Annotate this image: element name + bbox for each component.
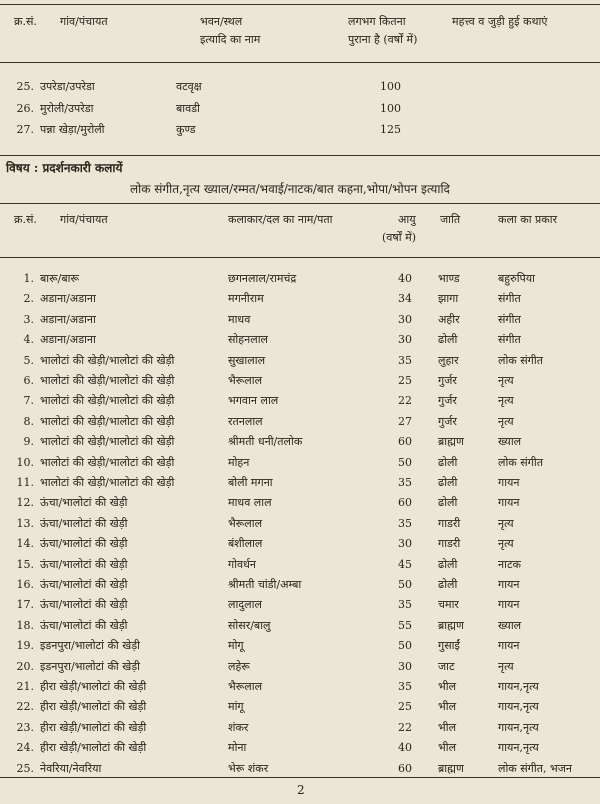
table-row — [0, 268, 600, 290]
row-age: 55 — [398, 618, 412, 632]
row-number: 11. — [16, 476, 34, 489]
row-artist: मगनीराम — [228, 292, 264, 306]
table-row — [0, 676, 600, 698]
table-row — [0, 717, 600, 739]
row-age: 22 — [398, 720, 412, 734]
subject-heading: विषय : प्रदर्शनकारी कलायें — [6, 161, 123, 175]
row-village: भालोटां की खेड़ी/भालोटां की खेड़ी — [40, 394, 175, 408]
page-number: 2 — [297, 783, 305, 797]
table2-header-rule — [0, 257, 600, 258]
row-number: 1. — [23, 272, 34, 285]
row-number: 27. — [16, 123, 34, 136]
row-place: वटवृक्ष — [176, 80, 202, 93]
row-art-type: नृत्य — [498, 659, 514, 673]
row-number: 6. — [23, 374, 34, 387]
subject-subtitle: लोक संगीत,नृत्य ख्याल/रम्मत/भवाई/नाटक/बात कहना,भोपा/भोपन इत्यादि — [130, 182, 450, 196]
row-age: 30 — [398, 312, 412, 326]
table-row — [0, 411, 600, 433]
row-artist: माधव लाल — [228, 496, 272, 510]
t2-header-village: गांव/पंचायत — [60, 213, 108, 226]
row-art-type: संगीत — [498, 292, 521, 306]
table-row — [0, 656, 600, 678]
row-artist: शंकर — [228, 720, 249, 734]
row-art-type: गायन — [498, 476, 520, 489]
row-art-type: गायन,नृत्य — [498, 700, 539, 714]
row-age: 30 — [398, 537, 412, 551]
table-row — [0, 615, 600, 637]
row-village: हीरा खेड़ी/भालोटां की खेड़ी — [40, 741, 147, 755]
row-artist: मोना — [228, 741, 247, 755]
row-art-type: गायन — [498, 496, 520, 510]
row-village: अडाना/अडाना — [40, 292, 96, 306]
table-row — [0, 533, 600, 555]
table-row — [0, 350, 600, 372]
row-number: 24. — [16, 741, 34, 755]
row-village: ऊंचा/भालोटां की खेड़ी — [40, 537, 128, 551]
row-art-type: गायन — [498, 639, 520, 653]
row-village: ऊंचा/भालोटां की खेड़ी — [40, 516, 128, 530]
row-artist: भगवान लाल — [228, 394, 279, 408]
t1-header-age-l2: पुराना है (वर्षों में) — [348, 33, 418, 46]
table-row — [0, 513, 600, 535]
row-caste: ब्राह्मण — [438, 618, 464, 632]
row-village: ऊंचा/भालोटां की खेड़ी — [40, 598, 128, 612]
row-number: 9. — [23, 435, 34, 449]
row-village: पन्ना खेड़ा/मुरोली — [40, 123, 105, 136]
table1-top-rule — [0, 4, 600, 5]
row-age: 35 — [398, 680, 412, 693]
row-place: बावडी — [176, 102, 200, 115]
table-row — [0, 696, 600, 718]
row-age: 22 — [398, 394, 412, 408]
subject-bottom-rule — [0, 203, 600, 204]
row-village: ऊंचा/भालोटां की खेड़ी — [40, 618, 128, 632]
row-art-type: नृत्य — [498, 414, 514, 428]
row-number: 13. — [16, 516, 34, 530]
table-row — [0, 309, 600, 331]
row-age: 60 — [398, 761, 412, 775]
row-age: 60 — [398, 435, 412, 449]
row-village: भालोटां की खेड़ी/भालोटा की खेड़ी — [40, 414, 175, 428]
row-artist: मांगू — [228, 700, 244, 714]
row-number: 2. — [23, 292, 34, 306]
row-age: 50 — [398, 578, 412, 591]
row-art-type: संगीत — [498, 333, 521, 347]
row-artist: सोसर/बालु — [228, 618, 271, 632]
row-age: 50 — [398, 639, 412, 653]
row-village: भालोटां की खेड़ी/भालोटां की खेड़ी — [40, 435, 175, 449]
row-village: उपरेडा/उपरेडा — [40, 80, 95, 93]
table-row — [0, 472, 600, 494]
row-caste: ब्राह्मण — [438, 435, 464, 449]
row-place: कुण्ड — [176, 123, 196, 136]
row-number: 4. — [23, 333, 34, 347]
row-village: मुरोली/उपरेडा — [40, 102, 94, 115]
row-number: 19. — [16, 639, 34, 653]
t2-header-caste: जाति — [440, 213, 461, 226]
row-village: भालोटां की खेड़ी/भालोटां की खेड़ी — [40, 476, 175, 489]
row-art-type: नृत्य — [498, 374, 514, 387]
row-age: 50 — [398, 455, 412, 469]
row-age: 30 — [398, 333, 412, 347]
row-number: 7. — [23, 394, 34, 408]
row-artist: बंशीलाल — [228, 537, 263, 551]
row-art-type: बहुरुपिया — [498, 272, 536, 285]
row-number: 22. — [16, 700, 34, 714]
row-number: 3. — [23, 312, 34, 326]
row-art-type: गायन,नृत्य — [498, 720, 539, 734]
row-village: अडाना/अडाना — [40, 312, 96, 326]
row-age: 45 — [398, 557, 412, 571]
row-age: 27 — [398, 414, 412, 428]
row-art-type: लोक संगीत — [498, 455, 543, 469]
row-caste: गुर्जर — [438, 394, 457, 408]
row-art-type: नृत्य — [498, 516, 514, 530]
row-number: 25. — [16, 761, 34, 775]
row-number: 23. — [16, 720, 34, 734]
row-number: 8. — [23, 414, 34, 428]
row-age: 40 — [398, 272, 412, 285]
row-artist: मोहन — [228, 455, 250, 469]
row-number: 20. — [16, 659, 34, 673]
table-row — [0, 635, 600, 657]
row-caste: गाडरी — [438, 537, 461, 551]
t2-header-artist: कलाकार/दल का नाम/पता — [228, 213, 333, 226]
row-artist: सुखालाल — [228, 353, 266, 367]
t1-header-building-l2: इत्यादि का नाम — [200, 33, 261, 46]
table-row — [0, 76, 600, 98]
row-caste: ढोली — [438, 333, 458, 347]
row-village: अडाना/अडाना — [40, 333, 96, 347]
table-row — [0, 329, 600, 351]
table-row — [0, 370, 600, 392]
row-number: 10. — [16, 455, 34, 469]
row-artist: माधव — [228, 312, 251, 326]
t1-header-age-l1: लगभग कितना — [348, 15, 406, 28]
table-row — [0, 737, 600, 759]
table1-header-rule — [0, 62, 600, 63]
row-village: ऊंचा/भालोटां की खेड़ी — [40, 496, 128, 510]
row-artist: गोवर्धन — [228, 557, 257, 571]
row-caste: गुर्जर — [438, 374, 457, 387]
subject-top-rule — [0, 155, 600, 156]
row-number: 15. — [16, 557, 34, 571]
t2-header-age-l2: (वर्षों में) — [382, 231, 416, 244]
row-age: 35 — [398, 516, 412, 530]
row-village: हीरा खेड़ी/भालोटां की खेड़ी — [40, 720, 147, 734]
row-village: ऊंचा/भालोटां की खेड़ी — [40, 557, 128, 571]
row-caste: ब्राह्मण — [438, 761, 464, 775]
row-art-type: गायन — [498, 598, 520, 612]
row-art-type: ख्याल — [498, 435, 522, 449]
row-village: भालोटां की खेड़ी/भालोटां की खेड़ी — [40, 455, 175, 469]
row-artist: भैरूलाल — [228, 374, 263, 387]
table-row — [0, 390, 600, 412]
row-art-type: गायन,नृत्य — [498, 680, 539, 693]
row-age: 40 — [398, 741, 412, 755]
table2-bottom-rule — [0, 777, 600, 778]
row-caste: भील — [438, 700, 457, 714]
row-artist: लादुलाल — [228, 598, 262, 612]
row-caste: लुहार — [438, 353, 459, 367]
row-caste: ढोली — [438, 455, 458, 469]
row-age: 34 — [398, 292, 412, 306]
row-art-type: लोक संगीत, भजन — [498, 761, 572, 775]
row-age: 100 — [380, 80, 401, 93]
row-village: भालोटां की खेड़ी/भालोटां की खेड़ी — [40, 353, 175, 367]
row-art-type: संगीत — [498, 312, 521, 326]
row-number: 16. — [16, 578, 34, 591]
row-caste: अहीर — [438, 312, 460, 326]
row-art-type: नाटक — [498, 557, 521, 571]
row-caste: ढोली — [438, 578, 458, 591]
row-artist: मोगू — [228, 639, 244, 653]
row-age: 125 — [380, 123, 401, 136]
row-village: इडनपुरा/भालोटां की खेड़ी — [40, 659, 140, 673]
row-number: 25. — [16, 80, 34, 93]
row-artist: श्रीमती चांडी/अम्बा — [228, 578, 302, 591]
row-caste: चमार — [438, 598, 459, 612]
row-number: 26. — [16, 102, 34, 115]
table-row — [0, 492, 600, 514]
row-age: 30 — [398, 659, 412, 673]
row-art-type: ख्याल — [498, 618, 522, 632]
t2-header-art: कला का प्रकार — [498, 213, 558, 226]
table-row — [0, 574, 600, 596]
row-artist: लहेरू — [228, 659, 250, 673]
row-caste: जाट — [438, 659, 455, 673]
row-age: 60 — [398, 496, 412, 510]
row-caste: गुसाईं — [438, 639, 460, 653]
t1-header-village: गांव/पंचायत — [60, 15, 108, 28]
row-village: नेवरिया/नेवरिया — [40, 761, 102, 775]
t1-header-no: क्र.सं. — [14, 15, 37, 28]
table-row — [0, 119, 600, 141]
row-number: 5. — [23, 353, 34, 367]
row-village: बारू/बारू — [40, 272, 80, 285]
row-artist: भैरूलाल — [228, 516, 263, 530]
row-caste: गाडरी — [438, 516, 461, 530]
row-age: 25 — [398, 374, 412, 387]
row-caste: भाण्ड — [438, 272, 460, 285]
row-age: 35 — [398, 598, 412, 612]
row-caste: ढोली — [438, 557, 458, 571]
row-art-type: गायन,नृत्य — [498, 741, 539, 755]
table-row — [0, 288, 600, 310]
t1-header-story: महत्त्व व जुड़ी हुई कथाएं — [452, 15, 548, 28]
row-age: 100 — [380, 102, 401, 115]
table-row — [0, 554, 600, 576]
row-caste: भील — [438, 741, 457, 755]
row-number: 12. — [16, 496, 34, 510]
t2-header-no: क्र.सं. — [14, 213, 37, 226]
row-caste: झागा — [438, 292, 459, 306]
row-caste: भील — [438, 680, 457, 693]
row-caste: ढोली — [438, 476, 458, 489]
row-artist: श्रीमती धनी/तलोक — [228, 435, 303, 449]
row-art-type: नृत्य — [498, 394, 514, 408]
row-age: 35 — [398, 353, 412, 367]
row-number: 14. — [16, 537, 34, 551]
row-village: हीरा खेड़ी/भालोटां की खेड़ी — [40, 700, 147, 714]
row-artist: भेरू शंकर — [228, 761, 269, 775]
row-village: हीरा खेड़ी/भालोटां की खेड़ी — [40, 680, 147, 693]
row-art-type: गायन — [498, 578, 520, 591]
row-number: 21. — [16, 680, 34, 693]
row-artist: भैरूलाल — [228, 680, 263, 693]
table-row — [0, 431, 600, 453]
t1-header-building-l1: भवन/स्थल — [200, 15, 243, 28]
t2-header-age-l1: आयु — [398, 213, 416, 226]
row-artist: छगनलाल/रामचंद्र — [228, 272, 297, 285]
row-caste: भील — [438, 720, 457, 734]
row-art-type: नृत्य — [498, 537, 514, 551]
table-row — [0, 98, 600, 120]
row-artist: सोहनलाल — [228, 333, 268, 347]
row-age: 35 — [398, 476, 412, 489]
table-row — [0, 452, 600, 474]
row-artist: बोली मगना — [228, 476, 273, 489]
row-village: ऊंचा/भालोटां की खेड़ी — [40, 578, 128, 591]
row-village: भालोटां की खेड़ी/भालोटां की खेड़ी — [40, 374, 175, 387]
row-art-type: लोक संगीत — [498, 353, 543, 367]
row-caste: गुर्जर — [438, 414, 457, 428]
table-row — [0, 594, 600, 616]
row-age: 25 — [398, 700, 412, 714]
row-number: 17. — [16, 598, 34, 612]
row-caste: ढोली — [438, 496, 458, 510]
row-village: इडनपुरा/भालोटां की खेड़ी — [40, 639, 140, 653]
row-number: 18. — [16, 618, 34, 632]
row-artist: रतनलाल — [228, 414, 263, 428]
